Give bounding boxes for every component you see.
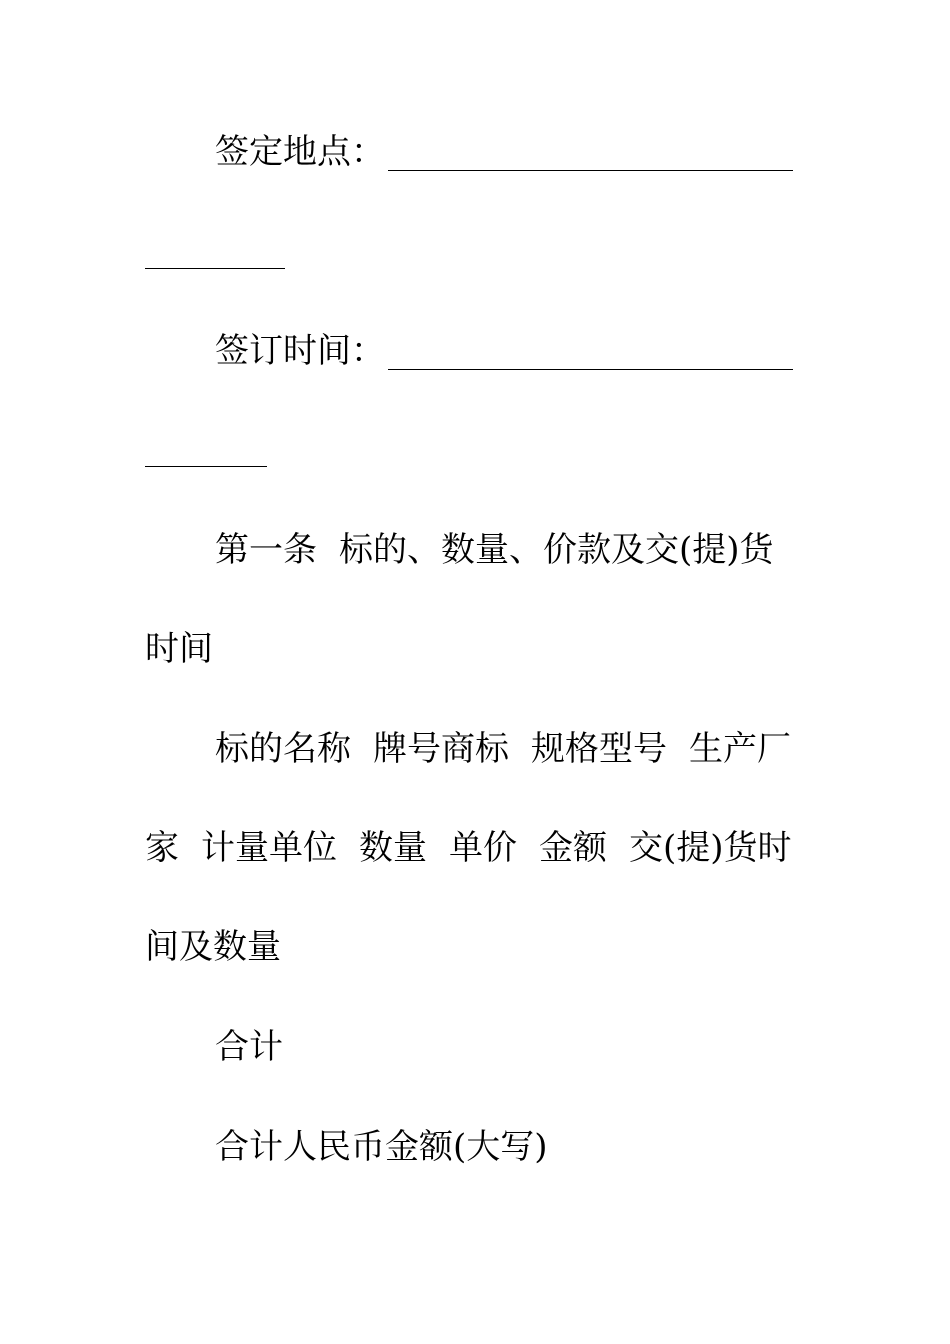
subtotal-line	[215, 1017, 795, 1077]
signing-time-label: 签订时间：	[215, 331, 385, 371]
article-1-heading-wrap	[145, 619, 795, 679]
signing-time-blank-continued	[145, 466, 267, 467]
signing-time-blank	[388, 369, 793, 370]
article-1-number: 第一条	[215, 530, 317, 570]
header-cell: 交(提)货时	[629, 828, 792, 868]
subtotal-label: 合计	[215, 1027, 283, 1067]
signing-place-blank	[388, 170, 793, 171]
header-cell: 计量单位	[201, 828, 337, 868]
header-cell: 数量	[359, 828, 427, 868]
total-rmb-label: 合计人民币金额(大写)	[215, 1127, 548, 1167]
table-header-row-1	[215, 719, 795, 779]
signing-place-label: 签定地点：	[215, 132, 385, 172]
header-cell: 生产厂	[689, 729, 791, 769]
header-cell: 牌号商标	[373, 729, 509, 769]
table-header-row-2	[145, 818, 795, 878]
signing-place-line	[215, 122, 795, 182]
header-cell: 标的名称	[215, 729, 351, 769]
header-cell: 规格型号	[531, 729, 667, 769]
header-cell: 金额	[539, 828, 607, 868]
article-1-title: 标的、数量、价款及交(提)货	[339, 530, 774, 570]
header-cell: 家	[145, 828, 179, 868]
article-1-heading	[215, 520, 795, 580]
table-header-row-3	[145, 917, 795, 977]
article-1-title-wrap: 时间	[145, 629, 213, 669]
total-rmb-line	[215, 1117, 795, 1177]
signing-time-line	[215, 321, 795, 381]
header-cell: 单价	[449, 828, 517, 868]
header-cell: 间及数量	[145, 927, 281, 967]
signing-place-blank-continued	[145, 268, 285, 269]
